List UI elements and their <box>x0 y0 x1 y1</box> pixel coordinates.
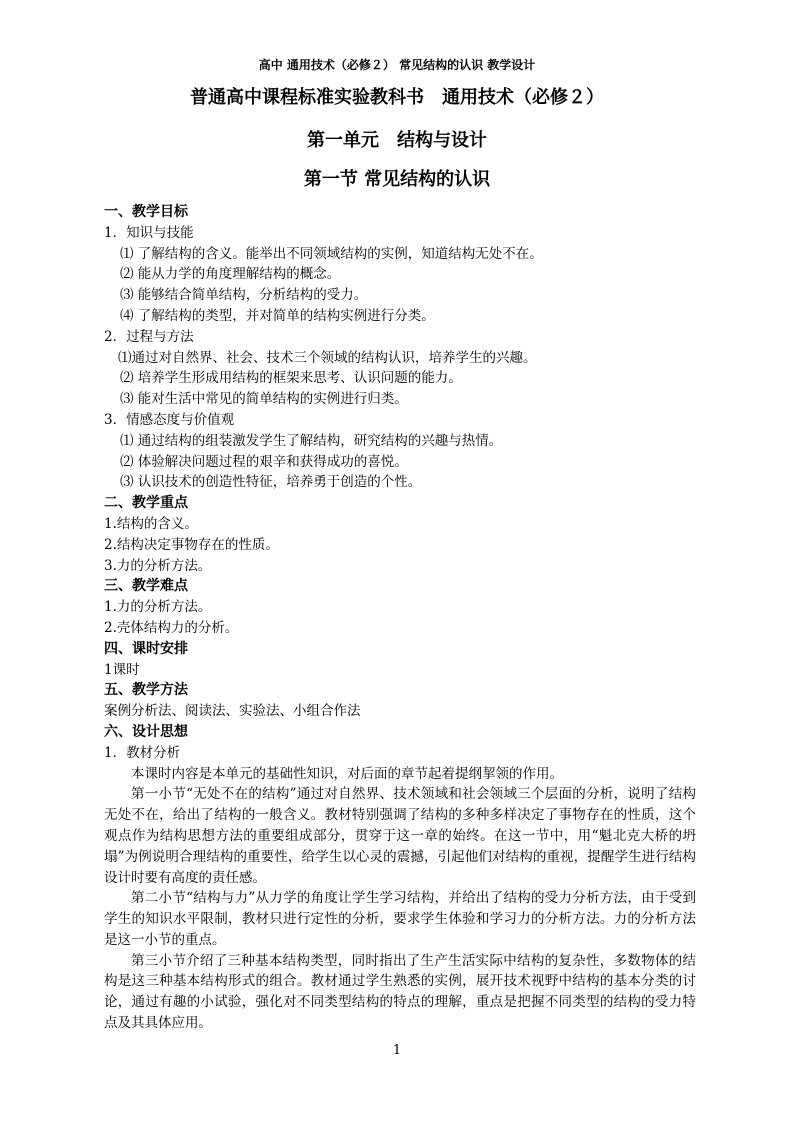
difficulties-heading: 三、教学难点 <box>104 578 188 595</box>
design-intro: 本课时内容是本单元的基础性知识，对后面的章节起着提纲挈领的作用。 <box>131 765 563 782</box>
page-number: 1 <box>392 1043 402 1058</box>
attitude-item: ⑶ 认识技术的创造性特征，培养勇于创造的个性。 <box>120 474 422 491</box>
knowledge-item: ⑴ 了解结构的含义。能举出不同领域结构的实例，知道结构无处不在。 <box>120 245 543 262</box>
section-title: 第一节 常见结构的认识 <box>303 169 491 190</box>
running-header: 高中 通用技术（必修２） 常见结构的认识 教学设计 <box>258 58 536 72</box>
process-item: ⑵ 培养学生形成用结构的框架来思考、认识问题的能力。 <box>120 370 462 387</box>
goals-heading: 一、教学目标 <box>104 204 188 220</box>
design-paragraph: 第二小节“结构与力”从力学的角度让学生学习结构，并给出了结构的受力分析方法，由于受到学生的知识水平限制，教材只进行定性的分析，要求学生体验和学习力的分析方法。力的分析方法是这一小节的重点。 <box>104 890 696 948</box>
key-point-item: 1.结构的含义。 <box>104 515 198 532</box>
knowledge-item: ⑷ 了解结构的类型，并对简单的结构实例进行分类。 <box>120 307 435 324</box>
schedule-heading: 四、课时安排 <box>104 640 188 657</box>
key-point-item: 2.结构决定事物存在的性质。 <box>104 536 279 553</box>
attitude-item: ⑴ 通过结构的组装激发学生了解结构，研究结构的兴趣与热情。 <box>120 432 503 449</box>
design-paragraph: 第一小节“无处不在的结构”通过对自然界、技术领域和社会领域三个层面的分析，说明了结构无处不在，给出了结构的一般含义。教材特别强调了结构的多种多样决定了事物存在的性质，这个观点作为结构思想方法的重要组成部分，贯穿于这一章的始终。在这一节中，用“魁北克大桥的坍塌”为例说明合理结构的重要性，给学生以心灵的震撼，引起他们对结构的重视，提醒学生进行结构设计时要有高度的责任感。 <box>104 786 696 886</box>
difficulty-item: 1.力的分析方法。 <box>104 599 212 616</box>
document-body <box>104 202 696 1034</box>
attitude-item: ⑵ 体验解决问题过程的艰辛和获得成功的喜悦。 <box>120 453 408 470</box>
process-title: 2．过程与方法 <box>104 328 194 345</box>
key-points-heading: 二、教学重点 <box>104 495 188 512</box>
process-item: ⑴通过对自然界、社会、技术三个领域的结构认识，培养学生的兴趣。 <box>118 349 537 366</box>
design-sub-heading: 1．教材分析 <box>104 744 181 761</box>
key-point-item: 3.力的分析方法。 <box>104 557 212 574</box>
knowledge-title: 1．知识与技能 <box>104 224 194 241</box>
knowledge-item: ⑶ 能够结合简单结构，分析结构的受力。 <box>120 287 368 304</box>
attitude-title: 3．情感态度与价值观 <box>104 411 235 428</box>
difficulty-item: 2.壳体结构力的分析。 <box>104 619 239 636</box>
design-heading: 六、设计思想 <box>104 723 188 740</box>
process-item: ⑶ 能对生活中常见的简单结构的实例进行归类。 <box>120 391 408 408</box>
book-title: 普通高中课程标准实验教科书 通用技术（必修２） <box>190 87 604 108</box>
unit-title: 第一单元 结构与设计 <box>307 130 487 151</box>
schedule-text: 1课时 <box>104 661 140 678</box>
methods-heading: 五、教学方法 <box>104 682 188 699</box>
methods-text: 案例分析法、阅读法、实验法、小组合作法 <box>104 703 361 720</box>
design-paragraph: 第三小节介绍了三种基本结构类型，同时指出了生产生活实际中结构的复杂性，多数物体的结构是这三种基本结构形式的组合。教材通过学生熟悉的实例，展开技术视野中结构的基本分类的讨论，通过有趣的小试验，强化对不同类型结构的特点的理解，重点是把握不同类型的结构的受力特点及其具体应用。 <box>104 952 696 1032</box>
knowledge-item: ⑵ 能从力学的角度理解结构的概念。 <box>120 266 341 283</box>
